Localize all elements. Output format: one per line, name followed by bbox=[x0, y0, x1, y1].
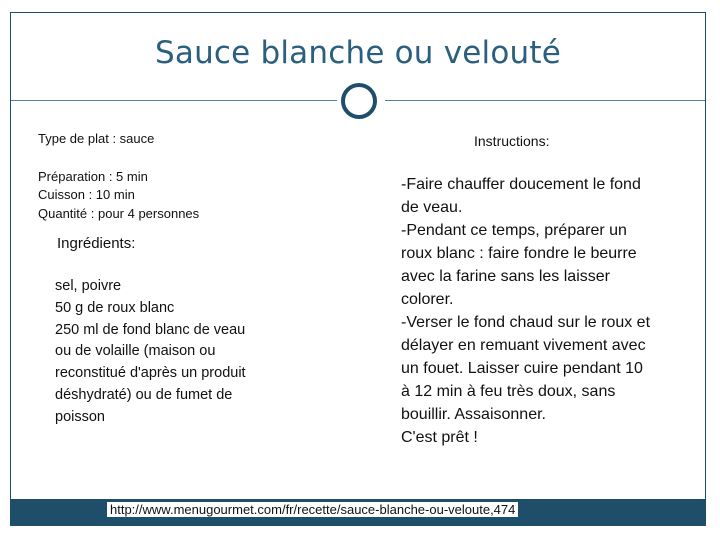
ingredients-list bbox=[55, 276, 295, 429]
ingredient-line: reconstitué d'après un produit bbox=[55, 365, 246, 382]
instruction-line: à 12 min à feu très doux, sans bbox=[401, 383, 616, 400]
instruction-line: -Pendant ce temps, préparer un bbox=[401, 222, 627, 239]
divider-left bbox=[11, 100, 337, 101]
instructions-heading: Instructions: bbox=[474, 133, 550, 149]
dish-type: Type de plat : sauce bbox=[38, 131, 155, 146]
instructions-text bbox=[401, 173, 683, 449]
instruction-line: roux blanc : faire fondre le beurre bbox=[401, 245, 637, 262]
instruction-line: bouillir. Assaisonner. bbox=[401, 406, 546, 423]
ingredient-line: 50 g de roux blanc bbox=[55, 299, 175, 316]
cooking-time: Cuisson : 10 min bbox=[38, 187, 135, 202]
instruction-line: -Faire chauffer doucement le fond bbox=[401, 176, 641, 193]
preparation-time: Préparation : 5 min bbox=[38, 169, 148, 184]
ingredient-line: sel, poivre bbox=[55, 278, 122, 294]
ingredient-line: ou de volaille (maison ou bbox=[55, 343, 216, 360]
quantity: Quantité : pour 4 personnes bbox=[38, 206, 200, 221]
circle-ornament-icon bbox=[341, 83, 377, 119]
instruction-line: de veau. bbox=[401, 199, 463, 216]
instruction-line: un fouet. Laisser cuire pendant 10 bbox=[401, 360, 643, 377]
page-title: Sauce blanche ou velouté bbox=[155, 35, 561, 71]
instruction-line: -Verser le fond chaud sur le roux et bbox=[401, 314, 651, 331]
source-link[interactable]: http://www.menugourmet.com/fr/recette/sauce-blanche-ou-veloute,474 bbox=[107, 502, 518, 517]
instruction-line: colorer. bbox=[401, 291, 454, 308]
instruction-line: délayer en remuant vivement avec bbox=[401, 337, 646, 354]
ingredients-heading: Ingrédients: bbox=[57, 235, 136, 252]
instruction-line: C'est prêt ! bbox=[401, 429, 478, 446]
ingredient-line: déshydraté) ou de fumet de bbox=[55, 386, 233, 403]
slide bbox=[10, 12, 706, 526]
divider-right bbox=[385, 100, 705, 101]
footer-bar bbox=[11, 499, 705, 525]
ingredient-line: poisson bbox=[55, 408, 105, 425]
ingredient-line: 250 ml de fond blanc de veau bbox=[55, 321, 246, 338]
instruction-line: avec la farine sans les laisser bbox=[401, 268, 610, 285]
